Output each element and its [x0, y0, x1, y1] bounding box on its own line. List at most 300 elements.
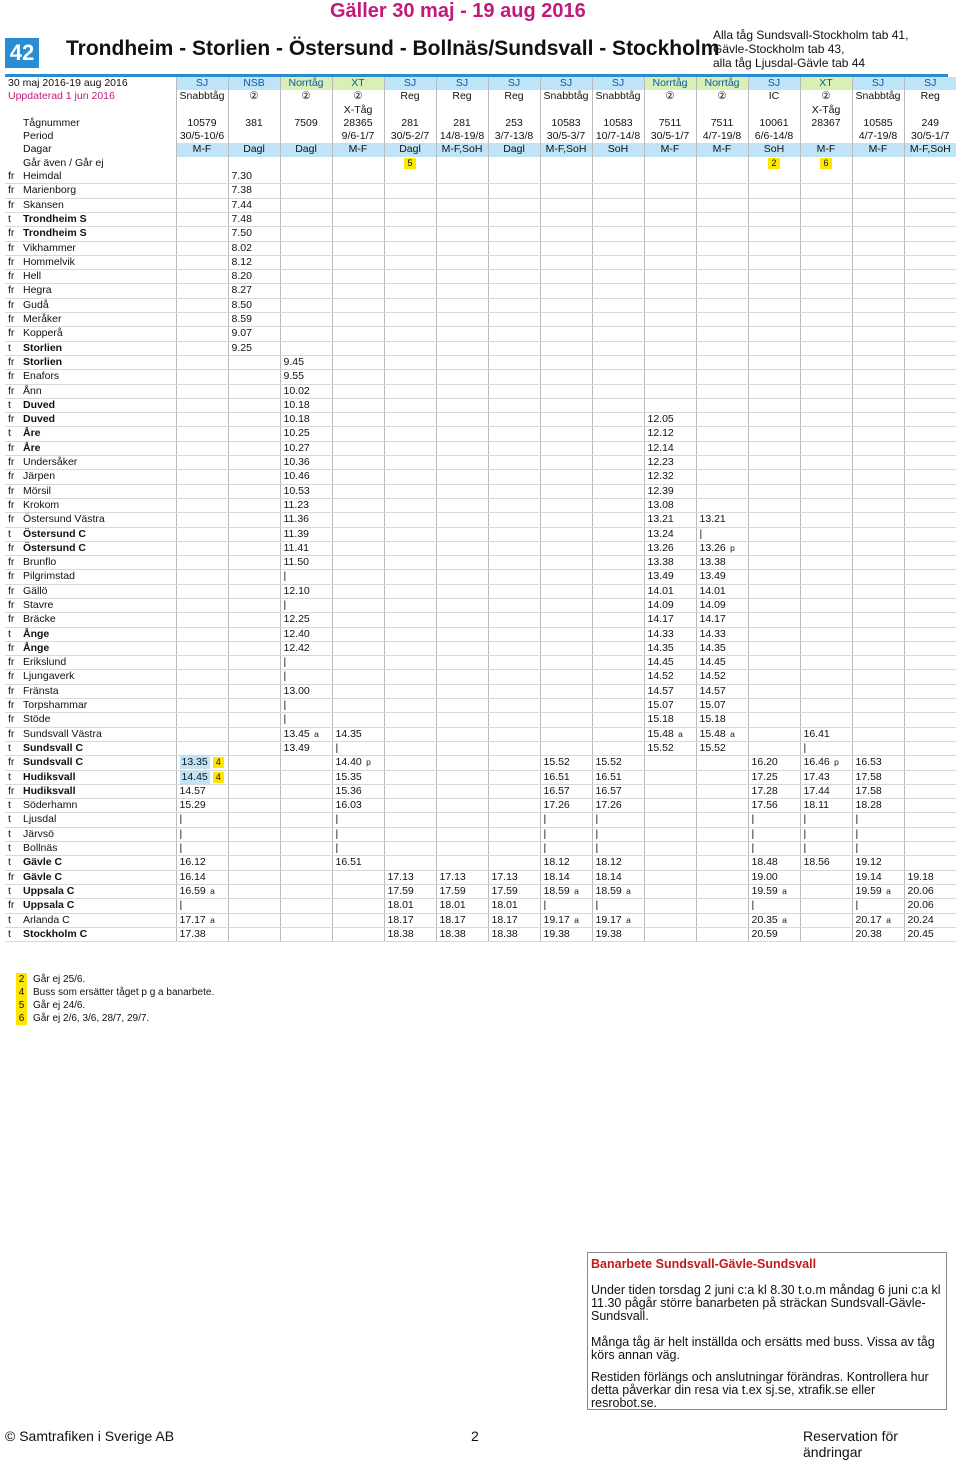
time-value: 17.58: [855, 784, 882, 797]
time-cell: [384, 756, 436, 770]
time-value: |: [855, 899, 859, 912]
time-cell: [488, 870, 540, 884]
time-cell: [384, 799, 436, 813]
time-cell: [644, 241, 696, 255]
time-value: 14.45: [647, 656, 674, 669]
time-cell: [800, 741, 852, 755]
time-cell: [488, 570, 540, 584]
time-cell: [748, 227, 800, 241]
time-cell: [800, 327, 852, 341]
time-cell: [228, 556, 280, 570]
time-cell: [800, 198, 852, 212]
header-cell: Snabbtåg: [852, 90, 904, 103]
stop-type: fr: [5, 313, 20, 327]
time-cell: [228, 527, 280, 541]
stop-row: [5, 441, 956, 455]
stop-name: Gudå: [20, 298, 176, 312]
time-value: 18.38: [491, 927, 518, 940]
time-cell: [644, 570, 696, 584]
header-cell: SJ: [384, 77, 436, 90]
time-value: 16.51: [543, 770, 570, 783]
time-cell: [540, 899, 592, 913]
time-cell: [644, 456, 696, 470]
stop-type: fr: [5, 470, 20, 484]
time-cell: [488, 727, 540, 741]
time-cell: [488, 784, 540, 798]
time-cell: [228, 370, 280, 384]
header-cell: [748, 157, 800, 170]
time-cell: [332, 170, 384, 184]
time-cell: [696, 441, 748, 455]
time-cell: [436, 927, 488, 941]
time-value: 18.14: [595, 870, 622, 883]
time-cell: [488, 427, 540, 441]
time-cell: [748, 770, 800, 784]
time-cell: [644, 627, 696, 641]
time-cell: [592, 398, 644, 412]
time-cell: [904, 656, 956, 670]
time-cell: [176, 756, 228, 770]
time-suffix: a: [883, 885, 891, 896]
stop-type: fr: [5, 556, 20, 570]
header-row-notes: [5, 157, 956, 170]
time-cell: [852, 784, 904, 798]
time-cell: [488, 298, 540, 312]
time-cell: [696, 827, 748, 841]
time-cell: [384, 341, 436, 355]
time-value: 20.59: [751, 927, 778, 940]
header-cell: 10583: [592, 117, 644, 130]
time-cell: [800, 284, 852, 298]
header-cell: ②: [644, 90, 696, 103]
time-cell: [488, 327, 540, 341]
time-cell: [436, 656, 488, 670]
time-cell: [540, 799, 592, 813]
time-cell: [696, 484, 748, 498]
time-cell: [176, 884, 228, 898]
time-cell: [592, 498, 644, 512]
time-cell: [644, 556, 696, 570]
time-cell: [436, 484, 488, 498]
stop-row: [5, 584, 956, 598]
time-cell: [696, 784, 748, 798]
header-cell: [800, 157, 852, 170]
time-cell: [280, 784, 332, 798]
time-cell: [748, 813, 800, 827]
footnote: [16, 999, 214, 1012]
time-value: 19.12: [855, 856, 882, 869]
time-cell: [904, 899, 956, 913]
time-cell: [800, 370, 852, 384]
time-cell: [540, 484, 592, 498]
header-cell: SJ: [540, 77, 592, 90]
time-cell: [800, 255, 852, 269]
time-cell: [904, 484, 956, 498]
stop-type: t: [5, 799, 20, 813]
time-cell: [176, 413, 228, 427]
header-label-days: [5, 143, 176, 156]
time-cell: [696, 384, 748, 398]
time-value: 18.56: [803, 856, 830, 869]
time-cell: [228, 699, 280, 713]
time-cell: [852, 627, 904, 641]
time-cell: [228, 570, 280, 584]
time-cell: [904, 699, 956, 713]
stop-type: fr: [5, 241, 20, 255]
time-cell: [904, 741, 956, 755]
time-cell: [800, 613, 852, 627]
time-cell: [800, 212, 852, 226]
time-cell: [176, 870, 228, 884]
time-cell: [592, 370, 644, 384]
time-value: 11.36: [283, 513, 309, 526]
time-cell: [488, 598, 540, 612]
stop-name: Järvsö: [20, 827, 176, 841]
time-cell: [748, 327, 800, 341]
time-cell: [540, 770, 592, 784]
time-cell: [176, 313, 228, 327]
time-cell: [332, 899, 384, 913]
header-cell: [696, 157, 748, 170]
header-cell: [280, 104, 332, 117]
header-cell: [228, 130, 280, 143]
row-label-days: Dagar: [23, 143, 52, 156]
time-value: 14.17: [699, 613, 726, 626]
time-cell: [332, 727, 384, 741]
time-cell: [384, 670, 436, 684]
time-cell: [384, 298, 436, 312]
time-cell: [228, 827, 280, 841]
time-cell: [332, 441, 384, 455]
stop-row: [5, 527, 956, 541]
time-cell: [540, 227, 592, 241]
time-value: 17.59: [387, 884, 414, 897]
time-cell: [176, 227, 228, 241]
header-cell: SJ: [436, 77, 488, 90]
time-cell: [436, 598, 488, 612]
time-cell: [748, 313, 800, 327]
time-cell: [800, 513, 852, 527]
time-cell: [592, 556, 644, 570]
time-cell: [540, 727, 592, 741]
time-cell: [228, 513, 280, 527]
time-value: 14.35: [335, 727, 362, 740]
time-cell: [280, 456, 332, 470]
time-cell: [904, 884, 956, 898]
time-cell: [228, 927, 280, 941]
header-cell: [904, 157, 956, 170]
time-value: 17.13: [387, 870, 414, 883]
time-cell: [904, 784, 956, 798]
time-cell: [748, 741, 800, 755]
stop-row: [5, 456, 956, 470]
time-cell: [384, 413, 436, 427]
time-cell: [904, 270, 956, 284]
time-cell: [696, 584, 748, 598]
time-cell: [384, 313, 436, 327]
time-cell: [176, 899, 228, 913]
time-cell: [644, 198, 696, 212]
time-cell: [176, 255, 228, 269]
time-cell: [176, 770, 228, 784]
stop-row: [5, 484, 956, 498]
time-cell: [228, 398, 280, 412]
header-cell: [488, 157, 540, 170]
time-cell: [748, 241, 800, 255]
time-cell: [176, 741, 228, 755]
time-cell: [384, 284, 436, 298]
time-cell: [904, 842, 956, 856]
time-value: 16.46: [803, 756, 830, 769]
time-value: 20.45: [907, 927, 934, 940]
header-cell: 30/5-2/7: [384, 130, 436, 143]
time-cell: [280, 227, 332, 241]
time-value: 18.12: [595, 856, 622, 869]
time-cell: [436, 584, 488, 598]
time-cell: [280, 927, 332, 941]
stop-row: [5, 556, 956, 570]
time-value: |: [179, 899, 183, 912]
time-value: 16.57: [595, 784, 622, 797]
time-cell: [540, 827, 592, 841]
time-cell: [800, 884, 852, 898]
time-cell: [540, 370, 592, 384]
time-cell: [228, 627, 280, 641]
time-cell: [488, 856, 540, 870]
time-cell: [800, 670, 852, 684]
stop-type: fr: [5, 584, 20, 598]
header-cell: Dagl: [384, 143, 436, 156]
time-cell: [748, 184, 800, 198]
time-cell: [852, 541, 904, 555]
time-cell: [696, 298, 748, 312]
time-cell: [280, 670, 332, 684]
time-cell: [904, 856, 956, 870]
time-cell: [644, 355, 696, 369]
time-value: 18.38: [387, 927, 414, 940]
time-cell: [280, 856, 332, 870]
time-cell: [280, 813, 332, 827]
time-cell: [488, 384, 540, 398]
note-marker: 5: [404, 158, 415, 169]
validity-title: Gäller 30 maj - 19 aug 2016: [330, 0, 586, 22]
time-cell: [332, 870, 384, 884]
time-cell: [384, 842, 436, 856]
time-cell: [800, 170, 852, 184]
time-cell: [332, 670, 384, 684]
stop-row: [5, 184, 956, 198]
time-value: 12.25: [283, 613, 310, 626]
time-cell: [748, 170, 800, 184]
time-cell: [748, 527, 800, 541]
stop-type: t: [5, 627, 20, 641]
time-cell: [852, 284, 904, 298]
time-cell: [228, 584, 280, 598]
stop-type: fr: [5, 513, 20, 527]
time-value: 11.23: [283, 498, 309, 511]
time-cell: [332, 527, 384, 541]
time-cell: [488, 556, 540, 570]
time-value: 9.45: [283, 355, 304, 368]
time-cell: [696, 927, 748, 941]
time-value: 14.17: [647, 613, 674, 626]
time-cell: [228, 641, 280, 655]
time-cell: [280, 842, 332, 856]
reference-note: Alla tåg Sundsvall-Stockholm tab 41, Gävle-Stockholm tab 43, alla tåg Ljusdal-Gävle tab 44: [713, 28, 909, 70]
time-value: |: [283, 699, 287, 712]
time-cell: [904, 498, 956, 512]
time-cell: [280, 613, 332, 627]
time-cell: [176, 212, 228, 226]
time-value: |: [335, 827, 339, 840]
time-cell: [436, 813, 488, 827]
header-cell: 10579: [176, 117, 228, 130]
time-cell: [800, 842, 852, 856]
stop-type: fr: [5, 713, 20, 727]
stop-name: Storlien: [20, 341, 176, 355]
time-cell: [800, 184, 852, 198]
time-cell: [644, 770, 696, 784]
time-cell: [384, 856, 436, 870]
stop-type: t: [5, 741, 20, 755]
header-cell: Snabbtåg: [540, 90, 592, 103]
time-cell: [904, 584, 956, 598]
time-value: |: [855, 827, 859, 840]
time-cell: [384, 613, 436, 627]
time-cell: [436, 255, 488, 269]
time-cell: [280, 699, 332, 713]
stop-type: fr: [5, 384, 20, 398]
time-cell: [748, 856, 800, 870]
time-cell: [696, 656, 748, 670]
time-cell: [852, 870, 904, 884]
time-cell: [644, 441, 696, 455]
time-value: 9.25: [231, 341, 252, 354]
header-cell: Reg: [384, 90, 436, 103]
time-cell: [540, 784, 592, 798]
time-cell: [644, 370, 696, 384]
stop-name: Trondheim S: [20, 212, 176, 226]
time-value: 14.09: [647, 598, 674, 611]
header-cell: [748, 104, 800, 117]
stop-row: [5, 842, 956, 856]
header-cell: [696, 104, 748, 117]
header-cell: SJ: [176, 77, 228, 90]
stop-row: [5, 384, 956, 398]
header-cell: Reg: [904, 90, 956, 103]
header-cell: 4/7-19/8: [852, 130, 904, 143]
time-cell: [488, 756, 540, 770]
time-cell: [540, 813, 592, 827]
stop-type: fr: [5, 355, 20, 369]
time-value: 16.41: [803, 727, 830, 740]
time-cell: [592, 570, 644, 584]
time-cell: [644, 513, 696, 527]
stop-row: [5, 427, 956, 441]
time-cell: [592, 355, 644, 369]
stop-name: Duved: [20, 413, 176, 427]
header-cell: M-F: [176, 143, 228, 156]
time-cell: [904, 756, 956, 770]
stop-row: [5, 913, 956, 927]
time-cell: [436, 184, 488, 198]
stop-type: fr: [5, 613, 20, 627]
time-cell: [280, 541, 332, 555]
time-cell: [904, 913, 956, 927]
time-cell: [852, 255, 904, 269]
time-cell: [488, 341, 540, 355]
time-cell: [228, 313, 280, 327]
time-cell: [332, 384, 384, 398]
time-cell: [228, 470, 280, 484]
time-cell: [592, 799, 644, 813]
stop-row: [5, 284, 956, 298]
time-value: 17.58: [855, 770, 882, 783]
time-cell: [228, 227, 280, 241]
time-cell: [280, 413, 332, 427]
time-cell: [592, 184, 644, 198]
time-cell: [800, 699, 852, 713]
time-cell: [488, 212, 540, 226]
time-cell: [488, 513, 540, 527]
time-cell: [904, 827, 956, 841]
time-cell: [748, 413, 800, 427]
time-cell: [332, 313, 384, 327]
time-cell: [904, 670, 956, 684]
stop-row: [5, 413, 956, 427]
time-cell: [904, 627, 956, 641]
header-cell: 6/6-14/8: [748, 130, 800, 143]
time-cell: [748, 870, 800, 884]
time-cell: [332, 656, 384, 670]
time-cell: [384, 255, 436, 269]
time-cell: [748, 456, 800, 470]
time-cell: [592, 284, 644, 298]
time-value: 14.35: [647, 641, 674, 654]
time-cell: [800, 313, 852, 327]
time-value: 18.01: [491, 899, 518, 912]
header-cell: [540, 104, 592, 117]
time-cell: [852, 484, 904, 498]
time-cell: [280, 270, 332, 284]
time-value: 10.02: [283, 384, 310, 397]
stop-name: Skansen: [20, 198, 176, 212]
time-cell: [696, 799, 748, 813]
time-cell: [800, 527, 852, 541]
time-value: 12.05: [647, 413, 674, 426]
header-cell: SJ: [488, 77, 540, 90]
time-cell: [488, 241, 540, 255]
time-cell: [852, 184, 904, 198]
time-cell: [436, 556, 488, 570]
time-cell: [436, 313, 488, 327]
time-cell: [488, 741, 540, 755]
time-cell: [280, 684, 332, 698]
time-cell: [488, 355, 540, 369]
time-cell: [488, 313, 540, 327]
time-cell: [228, 856, 280, 870]
time-cell: [592, 856, 644, 870]
stop-row: [5, 899, 956, 913]
stop-row: [5, 398, 956, 412]
time-value: 17.38: [179, 927, 206, 940]
time-cell: [852, 355, 904, 369]
time-cell: [904, 241, 956, 255]
time-cell: [852, 656, 904, 670]
time-cell: [696, 727, 748, 741]
time-cell: [696, 184, 748, 198]
time-value: 13.26: [647, 541, 674, 554]
